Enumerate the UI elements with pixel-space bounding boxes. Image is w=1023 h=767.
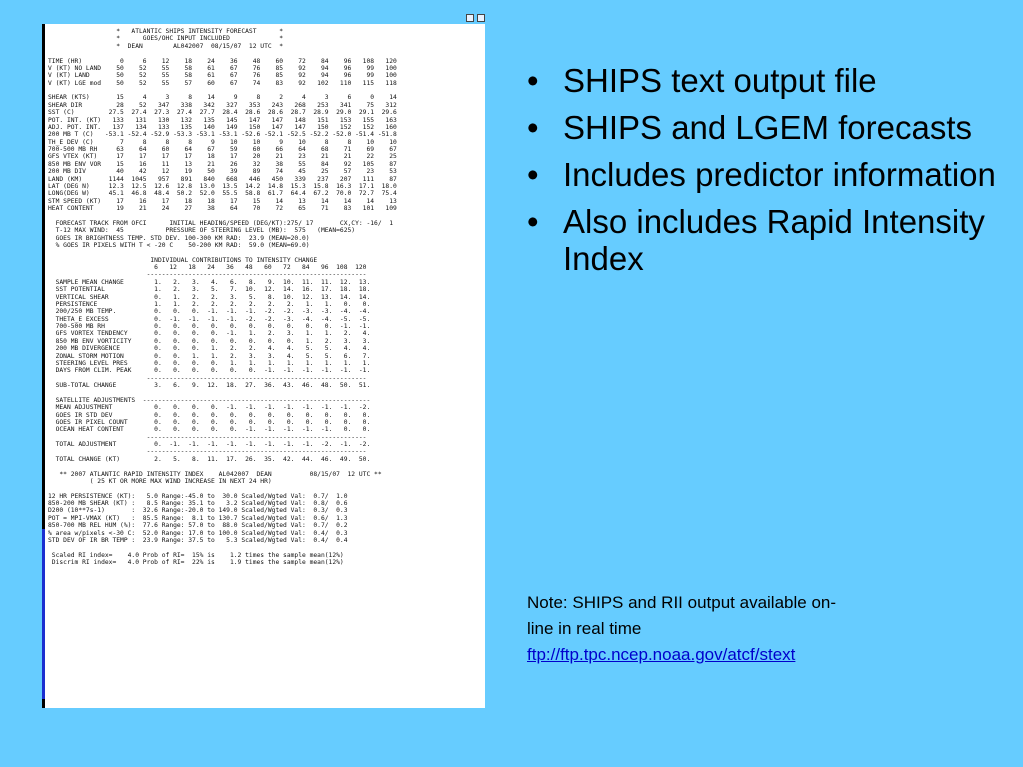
- bullet-item: [527, 156, 1007, 193]
- note-line-2: line in real time: [527, 619, 642, 638]
- bullet-item: [527, 62, 1007, 99]
- note-line-1: Note: SHIPS and RII output available on-: [527, 593, 837, 612]
- bullet-text: Also includes Rapid Intensity Index: [563, 203, 985, 277]
- ftp-link[interactable]: ftp://ftp.tpc.ncep.noaa.gov/atcf/stext: [527, 645, 796, 664]
- ships-output-screenshot: [42, 24, 485, 708]
- bullet-dot-icon: •: [527, 203, 539, 240]
- bullet-dot-icon: •: [527, 109, 539, 146]
- bullet-list: [527, 62, 1007, 287]
- bullet-text: SHIPS and LGEM forecasts: [563, 109, 973, 146]
- bullet-text: Includes predictor information: [563, 156, 996, 193]
- bullet-dot-icon: •: [527, 156, 539, 193]
- bullet-item: [527, 109, 1007, 146]
- bullet-dot-icon: •: [527, 62, 539, 99]
- minimize-icon: [466, 14, 474, 22]
- bullet-item: [527, 203, 1007, 277]
- selection-bar: [42, 529, 45, 699]
- maximize-icon: [477, 14, 485, 22]
- ships-text-output: * ATLANTIC SHIPS INTENSITY FORECAST * * GOES/OHC INPUT INCLUDED * * DEAN AL042007 08/15/07 12 UTC * TIME (HR) 0 6 12 18 24 36 48 60 72 84 96 108 120 V (KT) NO LAND 50 52 55 58 61 67 76 85 92 94 96 99 100 V (KT) LAND 50 52 55 58 61 67 76 85 92 94 96 99 100 V (KT) LGE mod 50 52 55 57 60 67 74 83 92 102 110 115 118 SHEAR (KTS) 15 4 3 8 14 9 8 2 4 3 6 0 14 SHEAR DIR 28 52 347 338 342 327 353 243 268 253 341 75 312 SST (C) 27.5 27.4 27.3 27.4 27.7 28.4 28.6 28.6 28.7 28.9 29.0 29.1 29.6 POT. INT. (KT) 133 131 130 132 135 145 147 147 148 151 153 155 163 ADJ. POT. INT. 137 134 133 135 140 149 150 147 147 150 152 152 160 200 MB T (C) -53.1 -52.4 -52.9 -53.3 -53.1 -53.1 -52.6 -52.1 -52.5 -52.2 -52.0 -51.4 -51.8 TH_E DEV (C) 7 8 8 8 9 10 10 9 10 8 8 10 10 700-500 MB RH 63 64 60 64 67 59 60 66 64 68 71 69 67 GFS VTEX (KT) 17 17 17 17 18 17 20 21 23 21 21 22 25 850 MB ENV VOR 15 16 11 13 21 26 32 38 55 84 92 105 87 200 MB DIV 40 42 12 19 50 39 89 74 45 25 57 23 53 LAND (KM) 1144 1045 957 891 840 668 446 450 339 237 207 111 87 LAT (DEG N) 12.3 12.5 12.6 12.8 13.0 13.5 14.2 14.8 15.3 15.8 16.3 17.1 18.0 LONG(DEG W) 45.1 46.8 48.4 50.2 52.0 55.5 58.8 61.7 64.4 67.2 70.0 72.7 75.4 STM SPEED (KT) 17 16 17 18 18 17 15 14 13 14 14 14 13 HEAT CONTENT 19 21 24 27 38 64 70 72 65 71 83 101 109 FORECAST TRACK FROM OFCI INITIAL HEADING/SPEED (DEG/KT):275/ 17 CX,CY: -16/ 1 T-12 MAX WIND: 45 PRESSURE OF STEERING LEVEL (MB): 575 (MEAN=625) GOES IR BRIGHTNESS TEMP. STD DEV. 100-300 KM RAD: 23.9 (MEAN=20.0) % GOES IR PIXELS WITH T < -20 C 50-200 KM RAD: 59.0 (MEAN=69.0) INDIVIDUAL CONTRIBUTIONS TO INTENSITY CHANGE 6 12 18 24 36 48 60 72 84 96 108 120 ---------------------------------------------------------- SAMPLE MEAN CHANGE 1. 2. 3. 4. 6. 8. 9. 10. 11. 11. 12. 13. SST POTENTIAL 1. 2. 3. 5. 7. 10. 12. 14. 16. 17. 18. 18. VERTICAL SHEAR 0. 1. 2. 2. 3. 5. 8. 10. 12. 13. 14. 14. PERSISTENCE 1. 1. 2. 2. 2. 2. 2. 2. 1. 1. 0. 0. 200/250 MB TEMP. 0. 0. 0. -1. -1. -1. -2. -2. -3. -3. -4. -4. THETA_E EXCESS 0. -1. -1. -1. -1. -2. -2. -3. -4. -4. -5. -5. 700-500 MB RH 0. 0. 0. 0. 0. 0. 0. 0. 0. 0. -1. -1. GFS VORTEX TENDENCY 0. 0. 0. 0. -1. 1. 2. 3. 1. 1. 2. 4. 850 MB ENV VORTICITY 0. 0. 0. 0. 0. 0. 0. 0. 1. 2. 3. 3. 200 MB DIVERGENCE 0. 0. 0. 1. 2. 2. 4. 4. 5. 5. 4. 4. ZONAL STORM MOTION 0. 0. 1. 1. 2. 3. 3. 4. 5. 5. 6. 7. STEERING LEVEL PRES 0. 0. 0. 0. 1. 1. 1. 1. 1. 1. 1. 1. DAYS FROM CLIM. PEAK 0. 0. 0. 0. 0. 0. -1. -1. -1. -1. -1. -1. ---------------------------------------------------------- SUB-TOTAL CHANGE 3. 6. 9. 12. 18. 27. 36. 43. 46. 48. 50. 51. SATELLITE ADJUSTMENTS ------------------------------------------------------------ MEAN ADJUSTMENT 0. 0. 0. 0. -1. -1. -1. -1. -1. -1. -1. -2. GOES IR STD DEV 0. 0. 0. 0. 0. 0. 0. 0. 0. 0. 0. 0. GOES IR PIXEL COUNT 0. 0. 0. 0. 0. 0. 0. 0. 0. 0. 0. 0. OCEAN HEAT CONTENT 0. 0. 0. 0. 0. -1. -1. -1. -1. -1. 0. 0. ---------------------------------------------------------- TOTAL ADJUSTMENT 0. -1. -1. -1. -1. -1. -1. -1. -1. -2. -1. -2. ---------------------------------------------------------- TOTAL CHANGE (KT) 2. 5. 8. 11. 17. 26. 35. 42. 44. 46. 49. 50. ** 2007 ATLANTIC RAPID INTENSITY INDEX AL042007 DEAN 08/15/07 12 UTC ** ( 25 KT OR MORE MAX WIND INCREASE IN NEXT 24 HR) 12 HR PERSISTENCE (KT): 5.0 Range:-45.0 to 30.0 Scaled/Wgted Val: 0.7/ 1.0 850-200 MB SHEAR (KT) : 8.5 Range: 35.1 to 3.2 Scaled/Wgted Val: 0.8/ 0.6 D200 (10**7s-1) : 32.6 Range:-20.0 to 149.0 Scaled/Wgted Val: 0.3/ 0.3 POT = MPI-VMAX (KT) : 85.5 Range: 8.1 to 130.7 Scaled/Wgted Val: 0.6/ 1.3 850-700 MB REL HUM (%): 77.6 Range: 57.0 to 88.0 Scaled/Wgted Val: 0.7/ 0.2 % area w/pixels <-30 C: 52.0 Range: 17.0 to 100.0 Scaled/Wgted Val: 0.4/ 0.3 STD DEV OF IR BR TEMP : 23.9 Range: 37.5 to 5.3 Scaled/Wgted Val: 0.4/ 0.4 Scaled RI index= 4.0 Prob of RI= 15% is 1.2 times the sample mean(12%) Discrim RI index= 4.0 Prob of RI= 22% is 1.9 times the sample mean(12%): [48, 28, 397, 566]
- bullet-text: SHIPS text output file: [563, 62, 877, 99]
- availability-note: [527, 590, 997, 668]
- window-controls: [452, 14, 485, 22]
- document-left-border: [42, 24, 45, 708]
